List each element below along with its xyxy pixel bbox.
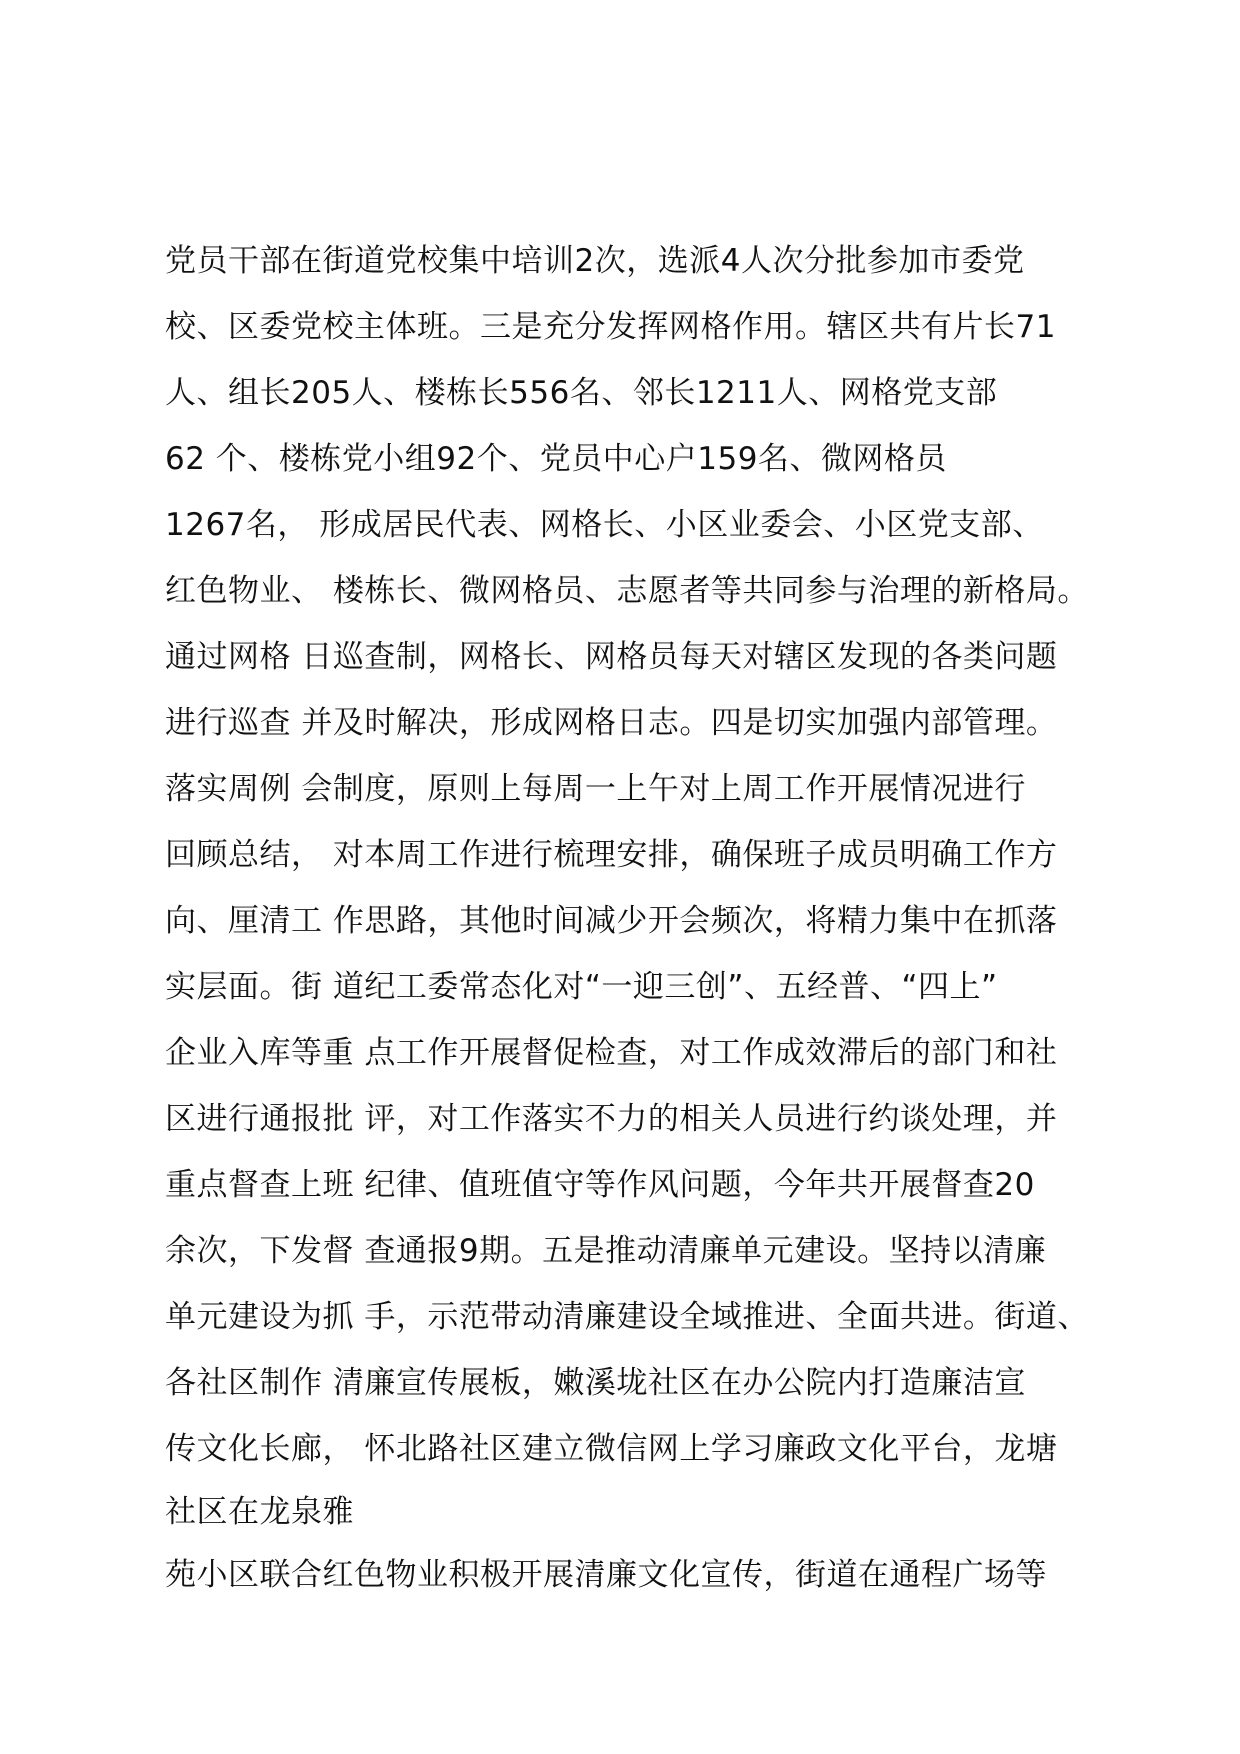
text-line: 通过网格 日巡查制，网格长、网格员每天对辖区发现的各类问题 (165, 639, 1058, 675)
text-line: 各社区制作 清廉宣传展板，嫩溪垅社区在办公院内打造廉洁宣 (165, 1365, 1026, 1401)
text-line: 回顾总结， 对本周工作进行梳理安排，确保班子成员明确工作方 (165, 837, 1058, 873)
text-line: 苑小区联合红色物业积极开展清廉文化宣传，街道在通程广场等 (165, 1557, 1047, 1593)
text-line: 人、组长205人、楼栋长556名、邻长1211人、网格党支部 (165, 375, 998, 411)
text-line: 单元建设为抓 手，示范带动清廉建设全域推进、全面共进。街道、 (165, 1299, 1089, 1335)
text-line: 企业入库等重 点工作开展督促检查，对工作成效滞后的部门和社 (165, 1035, 1058, 1071)
text-line: 党员干部在街道党校集中培训2次，选派4人次分批参加市委党 (165, 243, 1025, 279)
document-body (165, 228, 1165, 1608)
text-line: 1267名， 形成居民代表、网格长、小区业委会、小区党支部、 (165, 507, 1044, 543)
text-line: 校、区委党校主体班。三是充分发挥网格作用。辖区共有片长71 (165, 309, 1056, 345)
text-line: 区进行通报批 评，对工作落实不力的相关人员进行约谈处理，并 (165, 1101, 1058, 1137)
text-line: 向、厘清工 作思路，其他时间减少开会频次，将精力集中在抓落 (165, 903, 1058, 939)
text-line: 重点督查上班 纪律、值班值守等作风问题，今年共开展督查20 (165, 1167, 1035, 1203)
text-line: 落实周例 会制度，原则上每周一上午对上周工作开展情况进行 (165, 771, 1026, 807)
text-line: 红色物业、 楼栋长、微网格员、志愿者等共同参与治理的新格局。 (165, 573, 1089, 609)
text-line: 62 个、楼栋党小组92个、党员中心户159名、微网格员 (165, 441, 947, 477)
text-line: 进行巡查 并及时解决，形成网格日志。四是切实加强内部管理。 (165, 705, 1058, 741)
text-line: 社区在龙泉雅 (165, 1494, 354, 1530)
text-line: 实层面。街 道纪工委常态化对“一迎三创”、五经普、“四上” (165, 969, 998, 1005)
text-line: 传文化长廊， 怀北路社区建立微信网上学习廉政文化平台，龙塘 (165, 1431, 1058, 1467)
text-line: 余次，下发督 查通报9期。五是推动清廉单元建设。坚持以清廉 (165, 1233, 1047, 1269)
